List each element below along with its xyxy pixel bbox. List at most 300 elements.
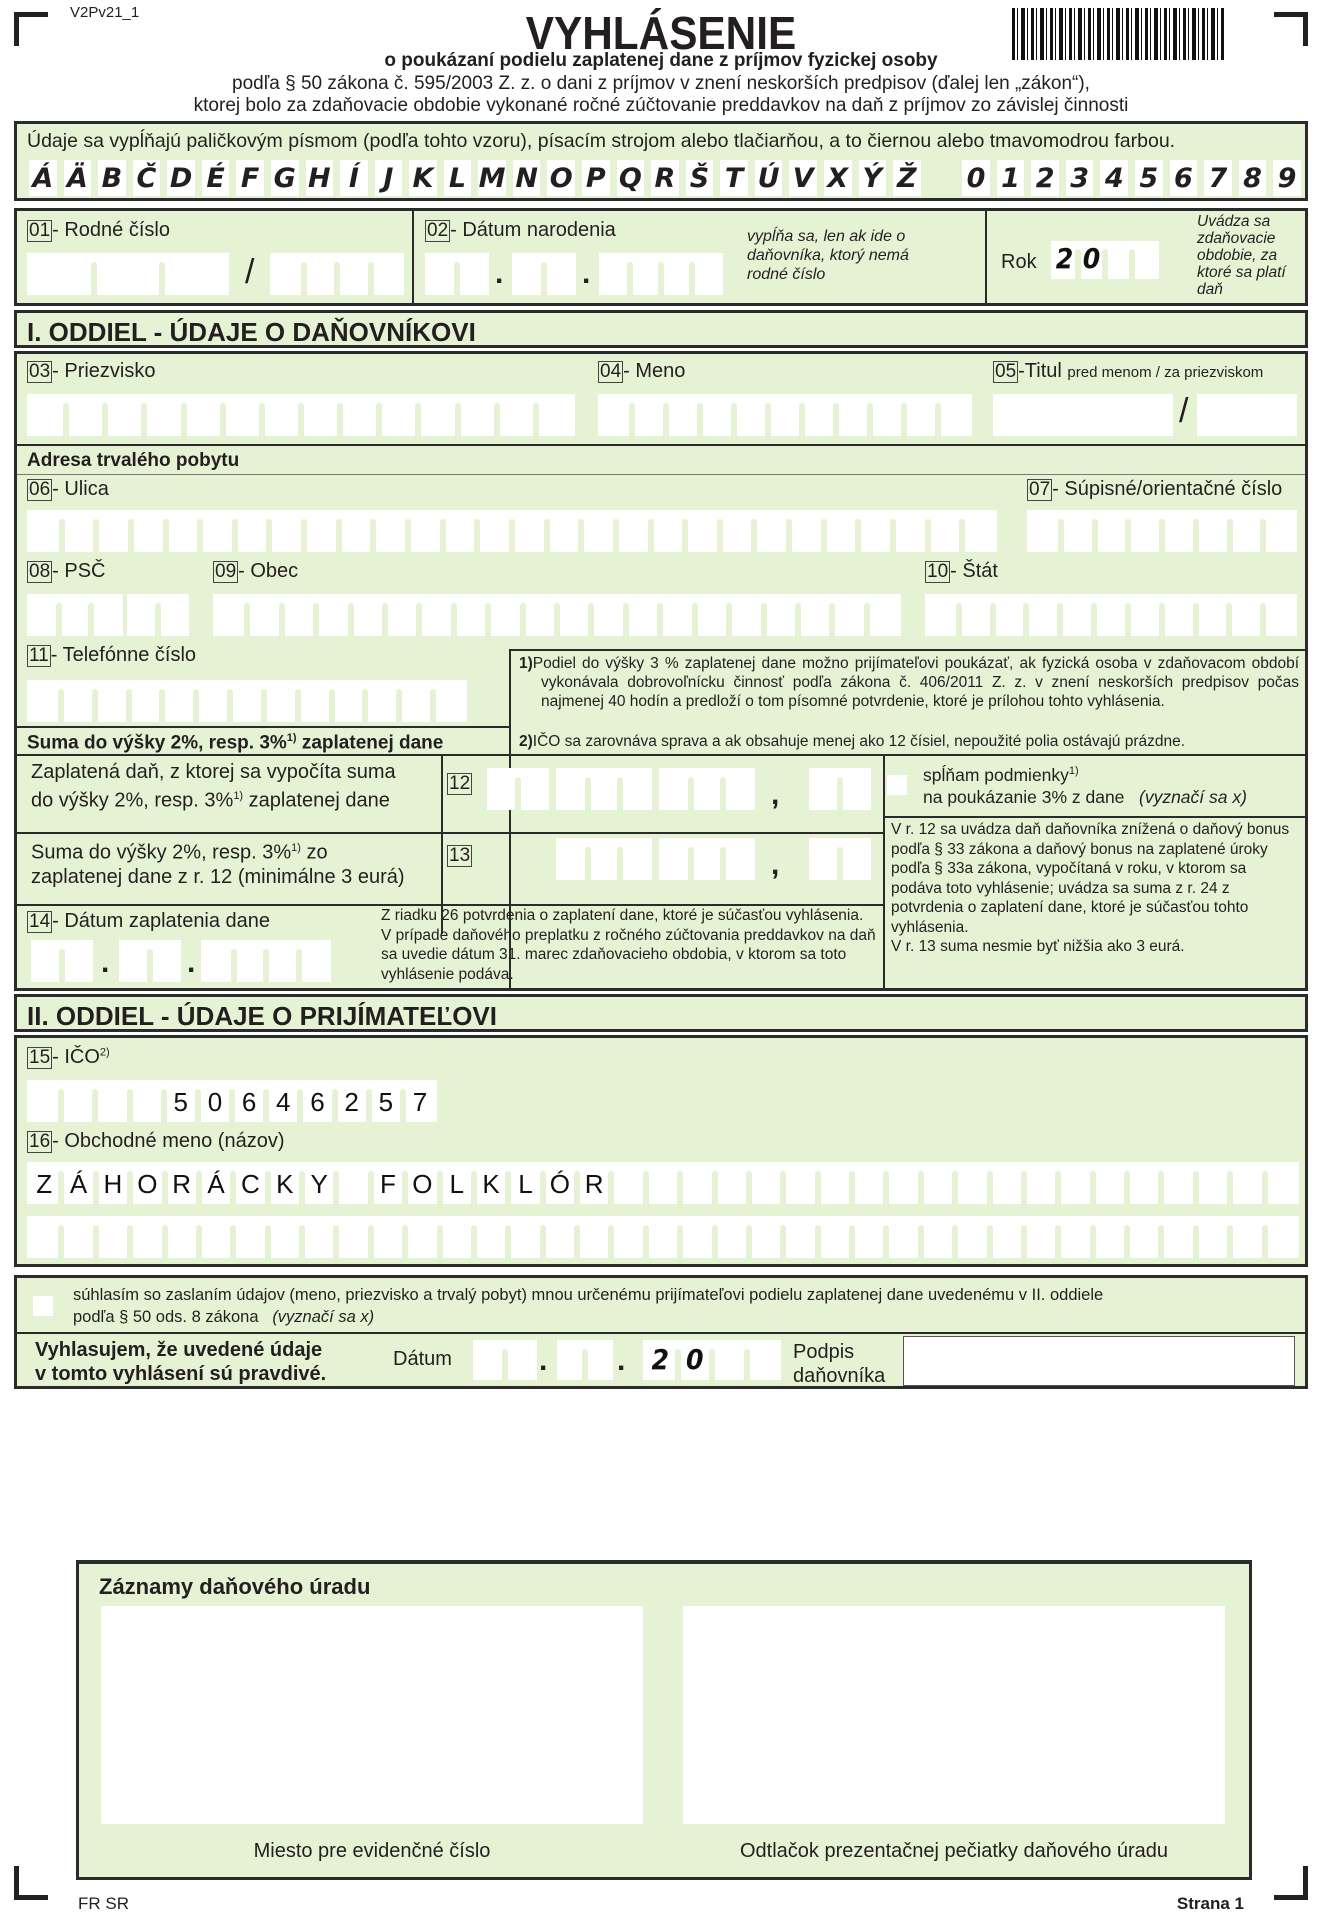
character-cell[interactable] [473, 1340, 505, 1380]
character-cell[interactable] [419, 594, 453, 636]
character-cell[interactable] [61, 1216, 95, 1258]
character-cell[interactable] [768, 394, 802, 436]
character-cell[interactable] [680, 1216, 714, 1258]
character-cell[interactable] [993, 594, 1027, 636]
character-cell[interactable] [747, 1340, 782, 1380]
character-cell[interactable]: 0 [1078, 241, 1105, 279]
postal-code-part1-input[interactable] [27, 594, 123, 636]
character-cell[interactable] [557, 1340, 585, 1380]
character-cell[interactable] [1093, 1162, 1127, 1204]
character-cell[interactable] [581, 510, 616, 552]
first-name-label: - Meno [623, 360, 686, 382]
sample-character: F [236, 160, 264, 196]
character-cell[interactable] [131, 510, 166, 552]
birth-number-part2-input[interactable] [270, 253, 404, 295]
character-cell[interactable] [27, 680, 61, 722]
character-cell[interactable] [585, 1340, 613, 1380]
paid-tax-cents[interactable] [809, 768, 871, 810]
field-12-label: Zaplatená daň, z ktorej sa vypočíta suma do výšky 2%, resp. 3%$^{1)}$ zaplatenej dane [31, 761, 396, 812]
character-cell[interactable] [749, 1216, 783, 1258]
character-cell[interactable] [818, 1162, 852, 1204]
character-cell[interactable] [955, 1216, 989, 1258]
character-cell[interactable] [443, 510, 478, 552]
character-cell[interactable] [1230, 510, 1264, 552]
character-cell[interactable] [62, 940, 93, 982]
character-cell[interactable]: Á [61, 1162, 95, 1204]
character-cell[interactable] [858, 510, 893, 552]
first-name-input[interactable] [598, 394, 972, 436]
character-cell[interactable] [832, 594, 866, 636]
sample-characters [29, 160, 1301, 196]
character-cell[interactable] [543, 1216, 577, 1258]
character-cell[interactable] [1230, 1162, 1264, 1204]
character-cell[interactable] [184, 394, 223, 436]
character-cell[interactable] [61, 1080, 95, 1122]
character-cell[interactable]: R [165, 1162, 199, 1204]
character-cell[interactable] [620, 838, 652, 880]
character-cell[interactable]: F [371, 1162, 405, 1204]
character-cell[interactable] [789, 510, 824, 552]
corner-mark-top-right [1274, 12, 1308, 46]
character-cell[interactable] [1162, 510, 1196, 552]
character-cell[interactable] [31, 940, 62, 982]
character-cell[interactable] [893, 510, 928, 552]
sample-character: 7 [1204, 160, 1232, 196]
sample-character: R [651, 160, 679, 196]
share-amount-euros-part1[interactable] [556, 838, 652, 880]
character-cell[interactable] [130, 1216, 164, 1258]
character-cell[interactable] [304, 510, 339, 552]
character-cell[interactable]: R [577, 1162, 611, 1204]
character-cell[interactable] [1093, 1216, 1127, 1258]
character-cell[interactable]: 6 [300, 1080, 334, 1122]
character-cell[interactable] [809, 838, 840, 880]
character-cell[interactable] [715, 1216, 749, 1258]
character-cell[interactable] [298, 680, 332, 722]
character-cell[interactable]: Á [199, 1162, 233, 1204]
character-cell[interactable] [685, 510, 720, 552]
municipality-input[interactable] [213, 594, 901, 636]
character-cell[interactable] [921, 1216, 955, 1258]
character-cell[interactable] [95, 680, 129, 722]
character-cell[interactable] [852, 1216, 886, 1258]
character-cell[interactable] [928, 510, 963, 552]
payment-date-day-input[interactable] [31, 940, 93, 982]
character-cell[interactable] [1058, 1216, 1092, 1258]
character-cell[interactable] [316, 594, 350, 636]
business-name-input-row2[interactable] [27, 1216, 1299, 1258]
house-number-input[interactable] [1027, 510, 1297, 552]
character-cell[interactable] [620, 768, 652, 810]
character-cell[interactable] [339, 510, 374, 552]
character-cell[interactable] [1061, 510, 1095, 552]
share-amount-euros-part2[interactable] [659, 838, 755, 880]
character-cell[interactable]: K [474, 1162, 508, 1204]
character-cell[interactable] [809, 768, 840, 810]
character-cell[interactable] [336, 1162, 370, 1204]
character-cell[interactable] [505, 1340, 537, 1380]
character-cell[interactable] [591, 594, 625, 636]
character-cell[interactable] [1095, 510, 1129, 552]
character-cell[interactable] [91, 594, 123, 636]
character-cell[interactable] [477, 510, 512, 552]
character-cell[interactable] [764, 594, 798, 636]
character-cell[interactable] [840, 768, 871, 810]
character-cell[interactable] [1132, 241, 1159, 279]
character-cell[interactable] [712, 1340, 747, 1380]
character-cell[interactable] [1094, 594, 1128, 636]
character-cell[interactable] [62, 510, 97, 552]
character-cell[interactable] [158, 594, 189, 636]
character-cell[interactable] [1058, 1162, 1092, 1204]
character-cell[interactable] [61, 680, 95, 722]
character-cell[interactable] [119, 940, 150, 982]
character-cell[interactable] [1105, 241, 1132, 279]
character-cell[interactable] [523, 594, 557, 636]
character-cell[interactable] [1024, 1216, 1058, 1258]
character-cell[interactable] [408, 510, 443, 552]
character-cell[interactable] [27, 1216, 61, 1258]
date-label: Dátum [393, 1348, 452, 1370]
character-cell[interactable] [626, 594, 660, 636]
sample-character: 2 [1031, 160, 1059, 196]
character-cell[interactable] [715, 1162, 749, 1204]
character-cell[interactable]: 2 [335, 1080, 369, 1122]
character-cell[interactable] [754, 510, 789, 552]
character-cell[interactable] [518, 768, 549, 810]
character-cell[interactable]: L [440, 1162, 474, 1204]
character-cell[interactable] [458, 394, 497, 436]
character-cell[interactable] [729, 594, 763, 636]
character-cell[interactable] [990, 1216, 1024, 1258]
character-cell[interactable] [588, 838, 620, 880]
character-cell[interactable] [1265, 1162, 1299, 1204]
birth-date-day-input[interactable] [425, 253, 489, 295]
character-cell[interactable] [818, 1216, 852, 1258]
character-cell[interactable]: L [508, 1162, 542, 1204]
character-cell[interactable] [938, 394, 972, 436]
character-cell[interactable] [749, 1162, 783, 1204]
consent-checkbox[interactable] [33, 1296, 53, 1316]
character-cell[interactable] [611, 1216, 645, 1258]
title-before-input[interactable] [993, 394, 1173, 436]
character-cell[interactable] [1196, 1216, 1230, 1258]
sample-character: B [98, 160, 126, 196]
character-cell[interactable]: 2 [651, 1343, 670, 1376]
birth-date-year-input[interactable] [599, 253, 723, 295]
character-cell[interactable] [723, 768, 755, 810]
sample-character: X [824, 160, 852, 196]
character-cell[interactable] [234, 940, 267, 982]
ico-input[interactable] [27, 1080, 437, 1122]
character-cell[interactable]: 6 [232, 1080, 266, 1122]
signature-field[interactable] [903, 1336, 1295, 1386]
character-cell[interactable] [405, 1216, 439, 1258]
three-percent-checkbox[interactable] [887, 775, 907, 795]
character-cell[interactable] [886, 1216, 920, 1258]
character-cell[interactable] [798, 594, 832, 636]
character-cell[interactable] [196, 680, 230, 722]
character-cell[interactable] [1263, 510, 1297, 552]
character-cell[interactable] [371, 1216, 405, 1258]
form-code: V2Pv21_1 [70, 4, 140, 21]
section-1-header: I. ODDIEL - ÚDAJE O DAŇOVNÍKOVI [14, 310, 1308, 348]
field-02-label: 02 - Dátum narodenia [427, 219, 616, 241]
share-amount-cents[interactable] [809, 838, 871, 880]
character-cell[interactable] [990, 1162, 1024, 1204]
sample-character: N [513, 160, 541, 196]
character-cell[interactable]: 5 [164, 1080, 198, 1122]
character-cell[interactable] [351, 594, 385, 636]
character-cell[interactable] [95, 1080, 129, 1122]
municipality-label: - Obec [238, 560, 299, 582]
character-cell[interactable]: O [405, 1162, 439, 1204]
character-cell[interactable] [660, 594, 694, 636]
character-cell[interactable] [223, 394, 262, 436]
character-cell[interactable] [659, 768, 691, 810]
character-cell[interactable] [340, 394, 379, 436]
character-cell[interactable] [646, 1216, 680, 1258]
character-cell[interactable] [680, 1162, 714, 1204]
character-cell[interactable] [365, 680, 399, 722]
page-subtitle: o poukázaní podielu zaplatenej dane z príjmov fyzickej osoby [384, 50, 938, 71]
character-cell[interactable] [556, 838, 588, 880]
title-after-input[interactable] [1197, 394, 1297, 436]
evidence-number-caption: Miesto pre evidenčné číslo [253, 1840, 491, 1862]
character-cell[interactable] [840, 838, 871, 880]
character-cell[interactable] [536, 394, 575, 436]
character-cell[interactable] [508, 1216, 542, 1258]
character-cell[interactable] [632, 394, 666, 436]
character-cell[interactable] [1263, 594, 1297, 636]
character-cell[interactable] [235, 510, 270, 552]
character-cell[interactable] [611, 1162, 645, 1204]
payment-date-month-input[interactable] [119, 940, 181, 982]
character-cell[interactable]: 4 [266, 1080, 300, 1122]
character-cell[interactable] [824, 510, 859, 552]
character-cell[interactable] [302, 1216, 336, 1258]
character-cell[interactable] [264, 680, 298, 722]
character-cell[interactable]: Y [302, 1162, 336, 1204]
birth-date-month-input[interactable] [512, 253, 576, 295]
paid-tax-euros-part1[interactable] [487, 768, 549, 810]
character-cell[interactable] [1265, 1216, 1299, 1258]
business-name-input-row1[interactable] [27, 1162, 1299, 1204]
character-cell[interactable] [691, 768, 723, 810]
character-cell[interactable] [166, 510, 201, 552]
character-cell[interactable] [646, 1162, 680, 1204]
character-cell[interactable] [230, 680, 264, 722]
character-cell[interactable] [1229, 594, 1263, 636]
character-cell[interactable] [904, 394, 938, 436]
character-cell[interactable] [720, 510, 755, 552]
character-cell[interactable] [659, 838, 691, 880]
character-cell[interactable]: Z [36, 1169, 53, 1199]
corner-mark-top-left [14, 12, 48, 46]
character-cell[interactable] [1196, 1162, 1230, 1204]
character-cell[interactable] [1024, 1162, 1058, 1204]
character-cell[interactable]: K [268, 1162, 302, 1204]
paid-tax-euros-part3[interactable] [659, 768, 755, 810]
character-cell[interactable] [27, 594, 59, 636]
character-cell[interactable] [27, 394, 66, 436]
character-cell[interactable] [651, 510, 686, 552]
character-cell[interactable] [1161, 1162, 1195, 1204]
tax-year-input[interactable] [1051, 241, 1159, 279]
character-cell[interactable] [557, 594, 591, 636]
character-cell[interactable]: O [130, 1162, 164, 1204]
character-cell[interactable] [262, 394, 301, 436]
character-cell[interactable] [105, 394, 144, 436]
character-cell[interactable] [1127, 1216, 1161, 1258]
character-cell[interactable] [802, 394, 836, 436]
character-cell[interactable]: 0 [198, 1080, 232, 1122]
payment-date-year-input[interactable] [201, 940, 331, 982]
character-cell[interactable] [1026, 594, 1060, 636]
character-cell[interactable] [497, 394, 536, 436]
declaration-year-input[interactable] [643, 1340, 781, 1380]
character-cell[interactable] [301, 394, 340, 436]
character-cell[interactable]: 0 [678, 1340, 713, 1380]
character-cell[interactable] [233, 1216, 267, 1258]
character-cell[interactable] [127, 594, 158, 636]
character-cell[interactable] [1060, 594, 1094, 636]
character-cell[interactable]: 2 [1055, 242, 1074, 275]
character-cell[interactable] [1196, 594, 1230, 636]
declaration-text: Vyhlasujem, že uvedené údaje v tomto vyhlásení sú pravdivé. [35, 1339, 327, 1385]
section-1-body: 03 - Priezvisko 04 - Meno 05 -Titul pred menom / za priezviskom / Adresa trvalého pobytu 06 - Ulica 07 - Súpisné/orientačné číslo 08 - PSČ 09 - Obec 10 - Štát 11 - Telefónne číslo 1)Podiel do výšky 3 % zaplatenej dane možno prijímateľovi poukázať, ak fyzická osoba v zdaňovacom období vykonávala dobrovoľnícku činnosť podľa zákona č. 406/2011 Z. z. v znení neskorších predpisov počas najmenej 40 hodín a predloží o tom písomné potvrdenie, ktoré je prílohou tohto vyhlásenia. 2)IČO sa zarovnáva sprava a ak obsahuje menej ako 12 čísiel, nepoužité polia ostávajú prázdne. Suma do výšky 2%, resp. 3%$^{1)}$ zaplatenej dane Zaplatená daň, z ktorej sa vypočíta suma do výšky 2%, resp. 3%$^{1)}$ zaplatenej dane 12 , Suma do výšky 2%, resp. 3%$^{1)}$ zo zaplatenej dane z r. 12 (minimálne 3 eurá) 13 , spĺňam podmienky$^{1)}$ na poukázanie 3% z dane (vyznačí sa x) V r. 12 sa uvádza daň daňovníka znížená o daňový bonus podľa § 33 zákona a daňový bonus na zaplatené úroky podľa § 33a zákona, vypočítaná v roku, v ktorom sa podáva toto vyhlásenie; uvádza sa suma z r. 24 z potvrdenia o zaplatení dane, ktoré je súčasťou tohto vyhlásenia. V r. 13 suma nesmie byť nižšia ako 3 eurá. 14 - Dátum zaplatenia dane . . Z riadku 26 potvrdenia o zaplatení dane, ktoré je súčasťou vyhlásenia. V prípade daňového preplatku z ročného zúčtovania preddavkov na daň sa uvedie dátum 31. marec zdaňovacieho obdobia, v ktorom sa toto vyhlásenie podáva. [14, 351, 1308, 991]
character-cell[interactable]: C [233, 1162, 267, 1204]
character-cell[interactable] [474, 1216, 508, 1258]
sample-character: Ž [893, 160, 921, 196]
character-cell[interactable] [27, 1080, 61, 1122]
character-cell[interactable] [96, 1216, 130, 1258]
character-cell[interactable] [213, 594, 247, 636]
sample-character: Š [686, 160, 714, 196]
character-cell[interactable] [512, 510, 547, 552]
surname-input[interactable] [27, 394, 575, 436]
character-cell[interactable] [867, 594, 901, 636]
character-cell[interactable] [598, 394, 632, 436]
declaration-day-input[interactable] [473, 1340, 537, 1380]
signature-label: Podpis daňovníka [793, 1341, 886, 1387]
street-input[interactable] [27, 510, 997, 552]
character-cell[interactable] [199, 1216, 233, 1258]
character-cell[interactable] [282, 594, 316, 636]
character-cell[interactable] [1161, 1216, 1195, 1258]
character-cell[interactable] [547, 510, 582, 552]
character-cell[interactable] [488, 594, 522, 636]
character-cell[interactable] [695, 594, 729, 636]
character-cell[interactable] [144, 394, 183, 436]
character-cell[interactable] [332, 680, 366, 722]
character-cell[interactable] [1162, 594, 1196, 636]
character-cell[interactable] [921, 1162, 955, 1204]
character-cell[interactable] [886, 1162, 920, 1204]
character-cell[interactable] [373, 510, 408, 552]
character-cell[interactable] [691, 838, 723, 880]
phone-input[interactable] [27, 680, 467, 722]
postal-code-part2-input[interactable] [127, 594, 189, 636]
phone-label: - Telefónne číslo [50, 644, 197, 666]
character-cell[interactable] [299, 940, 332, 982]
country-input[interactable] [925, 594, 1297, 636]
character-cell[interactable] [269, 510, 304, 552]
character-cell[interactable] [266, 940, 299, 982]
character-cell[interactable] [487, 768, 518, 810]
character-cell[interactable] [783, 1162, 817, 1204]
character-cell[interactable]: 5 [369, 1080, 403, 1122]
character-cell[interactable] [962, 510, 997, 552]
character-cell[interactable] [1127, 1162, 1161, 1204]
character-cell[interactable] [201, 940, 234, 982]
birth-number-part1-input[interactable] [27, 253, 229, 295]
character-cell[interactable] [870, 394, 904, 436]
character-cell[interactable] [27, 510, 62, 552]
section-2-header: II. ODDIEL - ÚDAJE O PRIJÍMATEĽOVI [14, 994, 1308, 1032]
surname-label: - Priezvisko [52, 360, 156, 382]
character-cell[interactable] [336, 1216, 370, 1258]
character-cell[interactable] [454, 594, 488, 636]
character-cell[interactable] [399, 680, 433, 722]
character-cell[interactable] [700, 394, 734, 436]
character-cell[interactable] [1230, 1216, 1264, 1258]
character-cell[interactable] [616, 510, 651, 552]
character-cell[interactable] [1027, 510, 1061, 552]
declaration-month-input[interactable] [557, 1340, 613, 1380]
character-cell[interactable] [96, 510, 131, 552]
character-cell[interactable] [200, 510, 235, 552]
character-cell[interactable] [59, 594, 91, 636]
character-cell[interactable] [1128, 594, 1162, 636]
character-cell[interactable]: Ó [543, 1162, 577, 1204]
character-cell[interactable] [783, 1216, 817, 1258]
character-cell[interactable] [268, 1216, 302, 1258]
character-cell[interactable] [162, 680, 196, 722]
character-cell[interactable] [959, 594, 993, 636]
character-cell[interactable] [588, 768, 620, 810]
paid-tax-euros-part2[interactable] [556, 768, 652, 810]
character-cell[interactable] [836, 394, 870, 436]
character-cell[interactable] [1128, 510, 1162, 552]
character-cell[interactable] [440, 1216, 474, 1258]
character-cell[interactable] [130, 1080, 164, 1122]
character-cell[interactable] [433, 680, 467, 722]
character-cell[interactable] [247, 594, 281, 636]
character-cell[interactable] [1196, 510, 1230, 552]
character-cell[interactable] [955, 1162, 989, 1204]
character-cell[interactable] [129, 680, 163, 722]
character-cell[interactable] [66, 394, 105, 436]
character-cell[interactable] [577, 1216, 611, 1258]
character-cell[interactable] [385, 594, 419, 636]
character-cell[interactable] [734, 394, 768, 436]
character-cell[interactable] [925, 594, 959, 636]
character-cell[interactable]: 7 [403, 1080, 437, 1122]
character-cell[interactable] [556, 768, 588, 810]
character-cell[interactable]: H [96, 1162, 130, 1204]
character-cell[interactable] [666, 394, 700, 436]
character-cell[interactable] [852, 1162, 886, 1204]
title-label: -Titul [1018, 360, 1062, 382]
character-cell[interactable] [150, 940, 181, 982]
footer-issuer: FR SR [78, 1894, 129, 1913]
character-cell[interactable] [379, 394, 418, 436]
sample-character: H [306, 160, 334, 196]
character-cell[interactable] [165, 1216, 199, 1258]
character-cell[interactable] [418, 394, 457, 436]
character-cell[interactable] [723, 838, 755, 880]
